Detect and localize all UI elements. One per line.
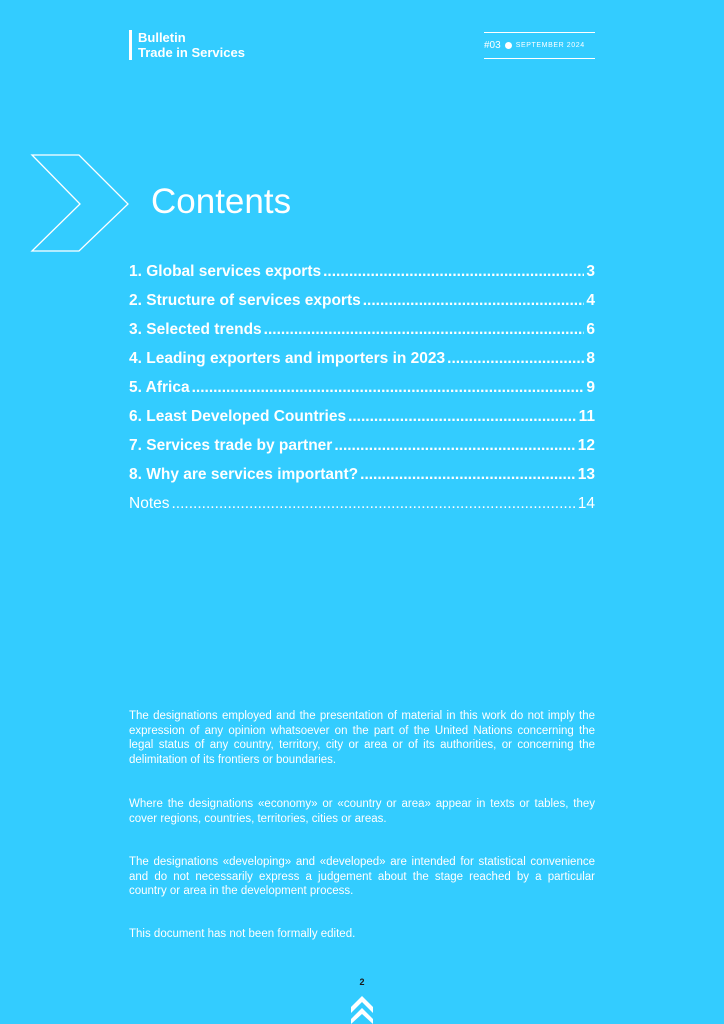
page-number: 2	[359, 977, 365, 987]
toc-leader	[172, 495, 576, 513]
toc-item-notes[interactable]	[129, 495, 595, 524]
toc-item-label: 2. Structure of services exports	[129, 292, 361, 309]
bulletin-brand	[129, 30, 245, 60]
toc-item-label: 1. Global services exports	[129, 263, 322, 280]
bullet-dot-icon	[505, 42, 512, 49]
toc-leader	[447, 350, 584, 368]
toc-leader	[334, 437, 575, 455]
toc-item-page: 8	[586, 350, 595, 367]
chevron-right-icon	[30, 154, 130, 254]
toc-leader	[192, 379, 585, 397]
toc-item-label: 5. Africa	[129, 379, 190, 396]
toc-item-global-services-exports[interactable]	[129, 263, 595, 292]
toc-item-structure-of-services-exports[interactable]	[129, 292, 595, 321]
toc-leader	[348, 408, 577, 426]
toc-item-page: 11	[578, 408, 595, 425]
toc-item-selected-trends[interactable]	[129, 321, 595, 350]
toc-item-label: 8. Why are services important?	[129, 466, 359, 483]
toc-item-leading-exporters-importers[interactable]	[129, 350, 595, 379]
toc-item-page: 13	[577, 466, 595, 483]
brand-line-2: Trade in Services	[138, 45, 245, 60]
toc-item-page: 14	[577, 495, 595, 512]
toc-item-label: 4. Leading exporters and importers in 2023	[129, 350, 446, 367]
back-to-top-icon[interactable]	[351, 996, 373, 1024]
disclaimer-developing-designations: The designations «developing» and «developed» are intended for statistical convenience and do not necessarily express a judgement about the stage reached by a particular country or area in the development process.	[129, 856, 595, 898]
disclaimer-not-edited: This document has not been formally edited.	[129, 928, 356, 940]
issue-date: SEPTEMBER 2024	[515, 42, 585, 49]
toc-item-africa[interactable]	[129, 379, 595, 408]
toc-leader	[363, 292, 585, 310]
toc-item-page: 4	[586, 292, 595, 309]
brand-line-1: Bulletin	[138, 30, 186, 45]
toc-leader	[323, 263, 584, 281]
toc-item-label: 6. Least Developed Countries	[129, 408, 347, 425]
toc-item-why-services-important[interactable]	[129, 466, 595, 495]
toc-item-least-developed-countries[interactable]	[129, 408, 595, 437]
issue-banner	[484, 32, 595, 59]
toc-item-page: 6	[586, 321, 595, 338]
toc-item-services-trade-by-partner[interactable]	[129, 437, 595, 466]
table-of-contents	[129, 263, 595, 524]
toc-item-page: 12	[577, 437, 595, 454]
toc-item-page: 9	[586, 379, 595, 396]
toc-leader	[264, 321, 585, 339]
toc-item-page: 3	[586, 263, 595, 280]
issue-number: #03	[484, 40, 501, 51]
disclaimer-economy-designations: Where the designations «economy» or «country or area» appear in texts or tables, they cover regions, countries, territories, cities or areas.	[129, 798, 595, 825]
toc-leader	[360, 466, 576, 484]
toc-item-label: 3. Selected trends	[129, 321, 262, 338]
toc-item-label: Notes	[129, 495, 170, 512]
toc-item-label: 7. Services trade by partner	[129, 437, 333, 454]
contents-title: Contents	[151, 182, 292, 221]
disclaimer-un-designations: The designations employed and the presentation of material in this work do not imply the expression of any opinion whatsoever on the part of the United Nations concerning the legal status of any country, territory, city or area or of its authorities, or concerning the delimitation of its frontiers or boundaries.	[129, 710, 595, 766]
